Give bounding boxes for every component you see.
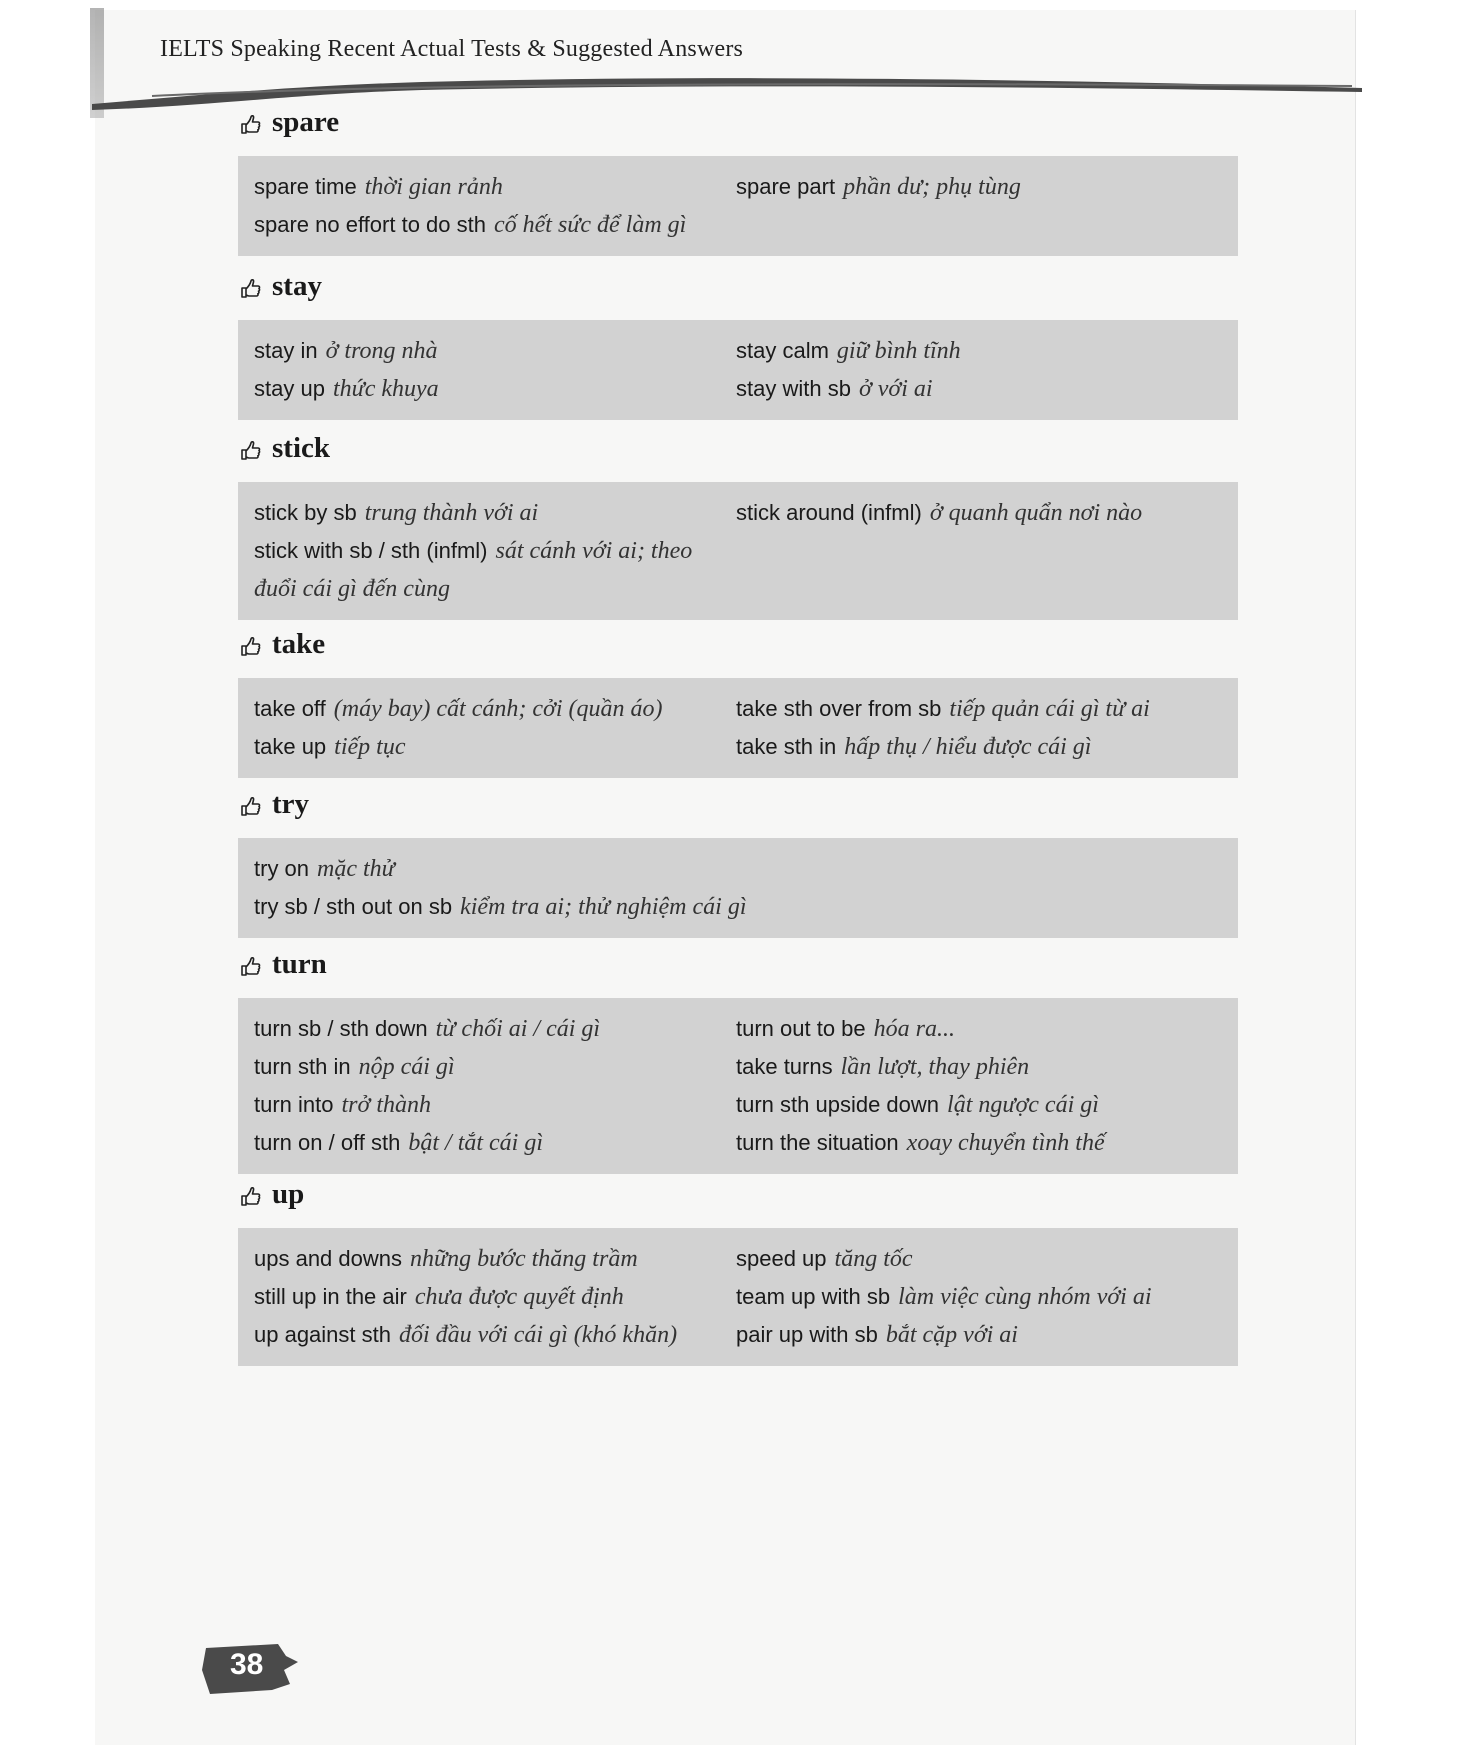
phrase-vietnamese: nộp cái gì (358, 1054, 455, 1080)
phrase-english: stay up (254, 376, 325, 401)
phrase-vietnamese: hấp thụ / hiểu được cái gì (844, 734, 1092, 760)
phrase-english: turn sth in (254, 1054, 351, 1079)
pointing-hand-icon (238, 952, 262, 976)
phrase-vietnamese: ở trong nhà (325, 338, 438, 364)
phrase-item (254, 728, 736, 766)
phrase-item (736, 370, 1222, 408)
phrase-item (254, 1240, 736, 1278)
pointing-hand-icon (238, 274, 262, 298)
phrase-vietnamese: tiếp tục (334, 734, 406, 760)
page-number: 38 (230, 1648, 264, 1681)
pointing-hand-icon (238, 792, 262, 816)
section-title (238, 266, 1238, 306)
phrase-vietnamese: trở thành (341, 1092, 431, 1118)
phrase-item (254, 1010, 736, 1048)
phrase-english: turn out to be (736, 1016, 866, 1041)
phrase-english: turn sth upside down (736, 1092, 940, 1117)
phrase-box (238, 156, 1238, 256)
phrase-vietnamese: sát cánh với ai; theo đuổi cái gì đến cùng (254, 538, 693, 602)
phrase-item (254, 850, 1222, 888)
section-try (238, 784, 1238, 938)
section-title-text: stick (272, 431, 330, 464)
phrase-vietnamese: tăng tốc (834, 1246, 913, 1272)
section-stick (238, 428, 1238, 620)
phrase-vietnamese: trung thành với ai (364, 500, 539, 526)
phrase-english: stay calm (736, 338, 829, 363)
phrase-item (736, 690, 1222, 728)
phrase-english: turn sb / sth down (254, 1016, 428, 1041)
phrase-item (736, 494, 1222, 532)
phrase-box (238, 320, 1238, 420)
phrase-vietnamese: lật ngược cái gì (947, 1092, 1099, 1118)
phrase-item (736, 532, 1222, 608)
phrase-item (736, 1048, 1222, 1086)
phrase-box (238, 1228, 1238, 1366)
section-spare (238, 102, 1238, 256)
phrase-item (736, 168, 1222, 206)
phrase-english: spare part (736, 174, 836, 199)
phrase-english: up against sth (254, 1322, 391, 1347)
phrase-english: spare no effort to do sth (254, 212, 486, 237)
phrase-vietnamese: đối đầu với cái gì (khó khăn) (398, 1322, 678, 1348)
phrase-english: team up with sb (736, 1284, 891, 1309)
pointing-hand-icon (238, 1182, 262, 1206)
phrase-item (254, 494, 736, 532)
phrase-item (254, 1316, 736, 1354)
section-turn (238, 944, 1238, 1174)
section-title-text: try (272, 787, 310, 820)
phrase-english: speed up (736, 1246, 827, 1271)
section-title-text: stay (272, 269, 322, 302)
phrase-box (238, 482, 1238, 620)
phrase-english: spare time (254, 174, 357, 199)
phrase-english: pair up with sb (736, 1322, 878, 1347)
phrase-item (254, 1048, 736, 1086)
phrase-item (736, 1316, 1222, 1354)
phrase-vietnamese: chưa được quyết định (414, 1284, 624, 1310)
section-up (238, 1174, 1238, 1366)
phrase-vietnamese: ở quanh quẩn nơi nào (929, 500, 1143, 526)
phrase-vietnamese: ở với ai (858, 376, 933, 402)
running-header: IELTS Speaking Recent Actual Tests & Suggested Answers (160, 36, 744, 62)
phrase-english: stick by sb (254, 500, 357, 525)
phrase-box (238, 838, 1238, 938)
phrase-english: still up in the air (254, 1284, 407, 1309)
phrase-item (736, 332, 1222, 370)
phrase-english: try sb / sth out on sb (254, 894, 453, 919)
phrase-item (254, 332, 736, 370)
phrase-item (736, 728, 1222, 766)
phrase-english: stay with sb (736, 376, 851, 401)
phrase-vietnamese: phần dư; phụ tùng (843, 174, 1021, 200)
section-title (238, 102, 1238, 142)
pointing-hand-icon (238, 632, 262, 656)
phrase-item (254, 690, 736, 728)
phrase-item (254, 370, 736, 408)
phrase-english: try on (254, 856, 310, 881)
phrase-english: take sth in (736, 734, 837, 759)
phrase-vietnamese: thức khuya (332, 376, 439, 402)
phrase-vietnamese: mặc thử (317, 856, 395, 882)
phrase-box (238, 998, 1238, 1174)
section-title (238, 624, 1238, 664)
phrase-vietnamese: tiếp quản cái gì từ ai (949, 696, 1150, 722)
phrase-item (254, 1278, 736, 1316)
phrase-english: stick around (infml) (736, 500, 922, 525)
section-title-text: take (272, 627, 326, 660)
phrase-box (238, 678, 1238, 778)
phrase-vietnamese: bật / tắt cái gì (408, 1130, 544, 1156)
phrase-item (254, 1086, 736, 1124)
phrase-vietnamese: thời gian rảnh (364, 174, 503, 200)
phrase-item (736, 206, 1222, 244)
phrase-vietnamese: kiểm tra ai; thử nghiệm cái gì (460, 894, 747, 920)
section-stay (238, 266, 1238, 420)
phrase-vietnamese: làm việc cùng nhóm với ai (898, 1284, 1152, 1310)
phrase-vietnamese: giữ bình tĩnh (836, 338, 961, 364)
section-title (238, 944, 1238, 984)
phrase-item (736, 1010, 1222, 1048)
phrase-english: ups and downs (254, 1246, 402, 1271)
phrase-english: turn on / off sth (254, 1130, 401, 1155)
phrase-item (736, 1278, 1222, 1316)
phrase-english: take off (254, 696, 326, 721)
phrase-item (254, 1124, 736, 1162)
phrase-vietnamese: hóa ra... (873, 1016, 955, 1042)
page-number-badge (200, 1640, 300, 1696)
phrase-english: stay in (254, 338, 318, 363)
phrase-english: turn into (254, 1092, 334, 1117)
phrase-item (254, 206, 694, 244)
phrase-vietnamese: từ chối ai / cái gì (435, 1016, 601, 1042)
phrase-vietnamese: những bước thăng trầm (410, 1246, 638, 1272)
phrase-vietnamese: cố hết sức để làm gì (493, 212, 687, 238)
section-title-text: up (272, 1177, 305, 1210)
section-take (238, 624, 1238, 778)
phrase-item (736, 1086, 1222, 1124)
section-title (238, 428, 1238, 468)
phrase-english: take sth over from sb (736, 696, 942, 721)
section-title-text: turn (272, 947, 327, 980)
phrase-vietnamese: (máy bay) cất cánh; cởi (quần áo) (333, 696, 663, 722)
phrase-vietnamese: bắt cặp với ai (885, 1322, 1018, 1348)
section-title (238, 1174, 1238, 1214)
phrase-vietnamese: lần lượt, thay phiên (840, 1054, 1030, 1080)
section-title-text: spare (272, 105, 340, 138)
phrase-item (736, 1240, 1222, 1278)
section-title (238, 784, 1238, 824)
pointing-hand-icon (238, 436, 262, 460)
phrase-item (254, 168, 736, 206)
pointing-hand-icon (238, 110, 262, 134)
phrase-english: stick with sb / sth (infml) (254, 538, 488, 563)
phrase-item (254, 888, 1222, 926)
phrase-english: take turns (736, 1054, 833, 1079)
phrase-english: take up (254, 734, 327, 759)
phrase-item (254, 532, 694, 608)
phrase-item (736, 1124, 1222, 1162)
phrase-vietnamese: xoay chuyển tình thế (906, 1130, 1105, 1156)
phrase-english: turn the situation (736, 1130, 899, 1155)
